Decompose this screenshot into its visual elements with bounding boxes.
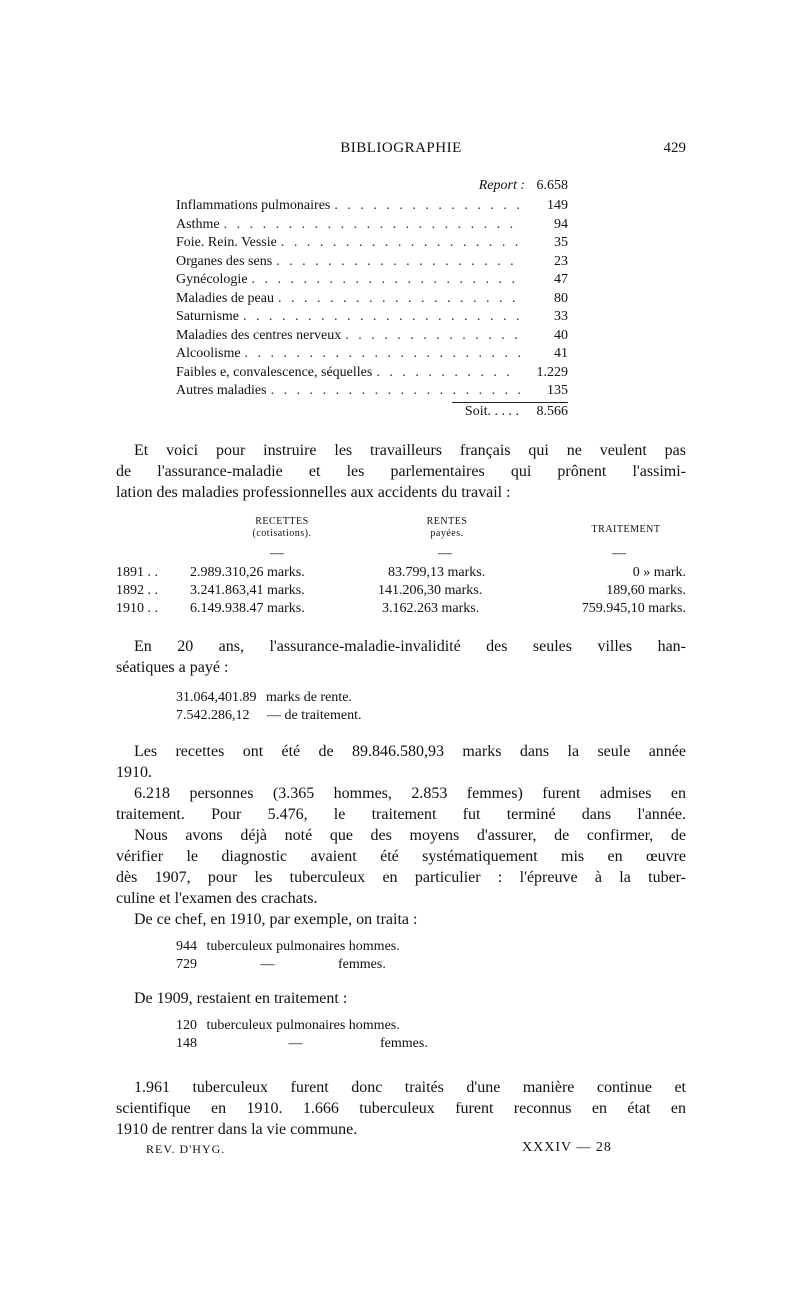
- report-line: [176, 177, 568, 197]
- stat-value: 149: [547, 198, 568, 213]
- paragraph-de-ce-chef: [116, 909, 686, 930]
- total-line: [176, 404, 568, 420]
- text-line: dès 1907, pour les tuberculeux en particulier : l'épreuve à la tuber-: [116, 869, 686, 886]
- stat-label: Organes des sens: [176, 253, 273, 269]
- stat-label: Alcoolisme: [176, 346, 241, 361]
- section-title: BIBLIOGRAPHIE: [340, 140, 462, 156]
- column-dash: —: [270, 546, 284, 561]
- stat-value: 94: [554, 216, 568, 232]
- stat-value: 80: [554, 290, 568, 306]
- stat-label: Foie. Rein. Vessie: [176, 235, 277, 250]
- stat-row: [176, 271, 568, 290]
- leader-dots: [252, 271, 520, 290]
- remaining-line: 148 — femmes.: [176, 1036, 428, 1051]
- paragraph-recettes: [116, 741, 686, 783]
- stat-label: Maladies de peau: [176, 290, 274, 306]
- stat-label: Faibles e, convalescence, séquelles: [176, 364, 373, 380]
- running-header: [116, 140, 686, 164]
- cell-rentes: 141.206,30 marks.: [378, 583, 483, 598]
- stat-row: [176, 382, 568, 401]
- report-value: 6.658: [536, 178, 568, 193]
- payment-line: 31.064,401.89 marks de rente.: [176, 690, 352, 705]
- text-line: 6.218 personnes (3.365 hommes, 2.853 femmes) furent admises en: [134, 785, 686, 802]
- treated-line: 944 tuberculeux pulmonaires hommes.: [176, 939, 400, 954]
- stat-row: [176, 197, 568, 216]
- paragraph-personnes: [116, 783, 686, 825]
- text-line: séatiques a payé :: [116, 659, 229, 676]
- paragraph-conclusion: [116, 1077, 686, 1140]
- stat-value: 33: [554, 309, 568, 324]
- cell-recettes: 2.989.310,26 marks.: [190, 565, 305, 580]
- paragraph-twenty-years: [116, 636, 686, 678]
- stat-row: [176, 308, 568, 327]
- total-label: Soit. . . . .: [464, 404, 519, 419]
- cell-recettes: 3.241.863,41 marks.: [190, 583, 305, 598]
- footer-signature: XXXIV — 28: [522, 1140, 612, 1155]
- total-value: 8.566: [536, 404, 568, 419]
- cell-rentes: 83.799,13 marks.: [388, 565, 486, 580]
- stat-row: [176, 364, 568, 383]
- table-row: [116, 583, 686, 601]
- payment-line: 7.542.286,12 — de traitement.: [176, 708, 362, 723]
- text-line: 1910.: [116, 764, 152, 781]
- text-line: traitement. Pour 5.476, le traitement fut terminé dans l'année.: [116, 806, 686, 823]
- leader-dots: [276, 253, 520, 272]
- leader-dots: [376, 364, 520, 383]
- text-line: 1910 de rentrer dans la vie commune.: [116, 1121, 358, 1138]
- leader-dots: [345, 327, 520, 346]
- table-row: [116, 601, 686, 619]
- column-header-recettes: RECETTES (cotisations).: [252, 516, 312, 539]
- paragraph-intro: [116, 440, 686, 503]
- stat-row: [176, 253, 568, 272]
- treated-line: 729 — femmes.: [176, 957, 386, 972]
- stat-label: Asthme: [176, 216, 220, 232]
- cell-rentes: 3.162.263 marks.: [382, 601, 480, 616]
- stat-value: 35: [554, 235, 568, 250]
- stat-label: Maladies des centres nerveux: [176, 327, 342, 343]
- text-line: 1.961 tuberculeux furent donc traités d'une manière continue et: [134, 1079, 686, 1096]
- stat-value: 1.229: [536, 364, 568, 380]
- leader-dots: [245, 345, 520, 364]
- cell-traitement: 0 » mark.: [632, 565, 686, 580]
- disease-statistics: [176, 177, 568, 401]
- cell-year: 1892 . .: [116, 583, 158, 598]
- paragraph-de-1909: [116, 988, 686, 1009]
- text-line: Nous avons déjà noté que des moyens d'assurer, de confirmer, de: [134, 827, 686, 844]
- text-line: Les recettes ont été de 89.846.580,93 marks dans la seule année: [134, 743, 686, 760]
- leader-dots: [334, 197, 520, 216]
- column-dash: —: [438, 546, 452, 561]
- text-line: scientifique en 1910. 1.666 tuberculeux furent reconnus en état en: [116, 1100, 686, 1117]
- paragraph-diagnostic: [116, 825, 686, 909]
- stat-row: [176, 345, 568, 364]
- cell-traitement: 189,60 marks.: [606, 583, 686, 598]
- column-header-rentes: RENTES payées.: [426, 516, 468, 539]
- stat-label: Gynécologie: [176, 272, 248, 287]
- report-label: Report :: [478, 178, 525, 193]
- text-line: En 20 ans, l'assurance-maladie-invalidité des seules villes han-: [134, 638, 686, 655]
- cell-recettes: 6.149.938.47 marks.: [190, 601, 305, 616]
- cell-year: 1891 . .: [116, 565, 158, 580]
- remaining-line: 120 tuberculeux pulmonaires hommes.: [176, 1018, 400, 1033]
- page-number: 429: [663, 140, 686, 156]
- stat-row: [176, 216, 568, 235]
- stat-value: 41: [554, 346, 568, 361]
- column-header-traitement: TRAITEMENT: [591, 524, 661, 535]
- leader-dots: [278, 290, 520, 309]
- stat-label: Inflammations pulmonaires: [176, 198, 331, 213]
- cell-year: 1910 . .: [116, 601, 158, 616]
- text-line: Et voici pour instruire les travailleurs français qui ne veulent pas: [134, 442, 686, 459]
- footer-journal: REV. D'HYG.: [146, 1142, 226, 1156]
- cell-traitement: 759.945,10 marks.: [581, 601, 686, 616]
- stat-label: Saturnisme: [176, 309, 239, 324]
- stat-row: [176, 234, 568, 253]
- stat-row: [176, 327, 568, 346]
- leader-dots: [271, 382, 520, 401]
- text-line: lation des maladies professionnelles aux accidents du travail :: [116, 484, 511, 501]
- text-line: de l'assurance-maladie et les parlementaires qui prônent l'assimi-: [116, 463, 686, 480]
- text-line: culine et l'examen des crachats.: [116, 890, 318, 907]
- text-line: vérifier le diagnostic avaient été systématiquement mis en œuvre: [116, 848, 686, 865]
- leader-dots: [281, 234, 520, 253]
- text-line: De 1909, restaient en traitement :: [134, 990, 348, 1007]
- stat-label: Autres maladies: [176, 383, 267, 398]
- stat-value: 40: [554, 327, 568, 343]
- column-dash: —: [612, 546, 626, 561]
- leader-dots: [224, 216, 520, 235]
- stat-value: 23: [554, 253, 568, 269]
- leader-dots: [243, 308, 520, 327]
- text-line: De ce chef, en 1910, par exemple, on traita :: [134, 911, 418, 928]
- stat-row: [176, 290, 568, 309]
- stat-value: 135: [547, 383, 568, 398]
- stat-rows: [176, 197, 568, 401]
- table-row: [116, 565, 686, 583]
- stat-value: 47: [554, 272, 568, 287]
